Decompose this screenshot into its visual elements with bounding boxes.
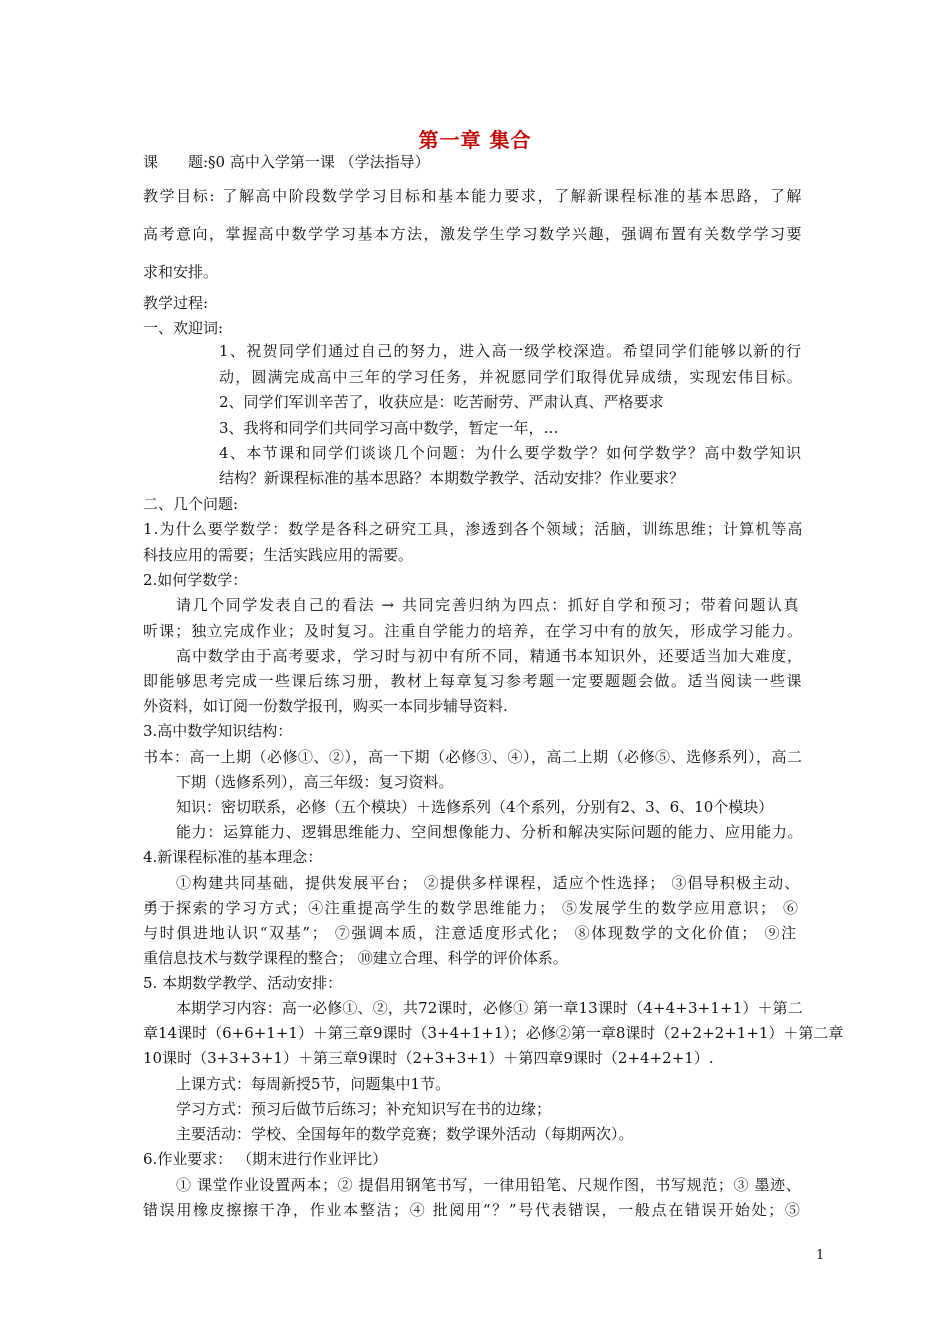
text-line: 高考意向，掌握高中数学学习基本方法，激发学生学习数学兴趣，强调布置有关数学学习要 [143,225,804,243]
text-line: 4、本节课和同学们谈谈几个问题：为什么要学数学？如何学数学？高中数学知识 [219,444,803,462]
text-line: 3.高中数学知识结构： [143,722,293,740]
text-line: 2、同学们军训辛苦了，收获应是：吃苦耐劳、严肃认真、严格要求 [219,393,664,411]
text-line: 1、祝贺同学们通过自己的努力，进入高一级学校深造。希望同学们能够以新的行 [219,342,803,360]
text-line: 即能够思考完成一些课后练习册，教材上每章复习参考题一定要题题会做。适当阅读一些课 [143,672,804,690]
text-line: 学习方式：预习后做节后练习；补充知识写在书的边缘； [176,1100,552,1118]
text-line: 求和安排。 [143,263,219,281]
text-line: 与时俱进地认识“双基”； ⑦强调本质，注意适度形式化； ⑧体现数学的文化价值； ⑨注 [143,924,798,942]
text-line: 结构？新课程标准的基本思路？本期数学教学、活动安排？作业要求？ [219,469,685,487]
text-line: 一、欢迎词: [143,319,224,337]
text-line: 高中数学由于高考要求，学习时与初中有所不同，精通书本知识外，还要适当加大难度， [176,647,804,665]
text-line: 下期（选修系列），高三年级：复习资料。 [176,773,454,791]
text-line: 3、我将和同学们共同学习高中数学，暂定一年，… [219,419,559,437]
text-line: ①构建共同基础，提供发展平台； ②提供多样课程，适应个性选择； ③倡导积极主动、 [176,874,801,892]
text-line: 本期学习内容：高一必修①、②，共72课时，必修① 第一章13课时（4+4+3+1+1）＋第二 [176,999,803,1017]
text-line: 勇于探索的学习方式；④注重提高学生的数学思维能力； ⑤发展学生的数学应用意识； ⑥ [143,899,800,917]
text-line: 教学目标: 了解高中阶段数学学习目标和基本能力要求，了解新课程标准的基本思路，了解 [143,187,804,205]
text-line: 知识：密切联系，必修（五个模块）＋选修系列（4个系列，分别有2、3、6、10个模块） [176,798,774,816]
text-line: 外资料，如订阅一份数学报刊，购买一本同步辅导资料. [143,697,508,715]
text-line: 重信息技术与数学课程的整合； ⑩建立合理、科学的评价体系。 [143,949,568,967]
text-line: ① 课堂作业设置两本；② 提倡用钢笔书写，一律用铅笔、尺规作图，书写规范；③ 墨迹、 [176,1176,802,1194]
text-line: 4.新课程标准的基本理念： [143,848,323,866]
text-line: 5. 本期数学教学、活动安排： [143,974,343,992]
text-line: 科技应用的需要；生活实践应用的需要。 [143,546,414,564]
text-line: 教学过程: [143,294,209,312]
text-line: 错误用橡皮擦擦干净，作业本整洁；④ 批阅用“？”号代表错误，一般点在错误开始处；⑤ [143,1201,802,1219]
text-line: 动，圆满完成高中三年的学习任务，并祝愿同学们取得优异成绩，实现宏伟目标。 [219,368,803,386]
text-line: 能力：运算能力、逻辑思维能力、空间想像能力、分析和解决实际问题的能力、应用能力。 [176,823,804,841]
text-line: 2.如何学数学： [143,571,248,589]
text-line: 6.作业要求： （期末进行作业评比） [143,1150,388,1168]
text-line: 章14课时（6+6+1+1）＋第三章9课时（3+4+1+1）；必修②第一章8课时（2+2+2+1+1）＋第二章 [143,1024,844,1042]
text-line: 10课时（3+3+3+1）＋第三章9课时（2+3+3+1）＋第四章9课时（2+4+2+1）. [143,1049,714,1067]
text-line: 课 题:§0 高中入学第一课 （学法指导） [143,153,430,171]
chapter-title: 第一章 集合 [418,128,532,152]
page-number: 1 [816,1248,825,1263]
text-line: 书本：高一上期（必修①、②），高一下期（必修③、④），高二上期（必修⑤、选修系列），高二 [143,748,803,766]
text-line: 请几个同学发表自己的看法 → 共同完善归纳为四点：抓好自学和预习；带着问题认真 [176,596,801,614]
text-line: 听课；独立完成作业；及时复习。注重自学能力的培养，在学习中有的放矢，形成学习能力。 [143,622,804,640]
text-line: 上课方式：每周新授5节，问题集中1节。 [176,1075,451,1093]
text-line: 二、几个问题: [143,495,239,513]
text-line: 1.为什么要学数学：数学是各科之研究工具，渗透到各个领域；活脑，训练思维；计算机等高 [143,520,804,538]
text-line: 主要活动：学校、全国每年的数学竞赛；数学课外活动（每期两次）。 [176,1125,634,1143]
